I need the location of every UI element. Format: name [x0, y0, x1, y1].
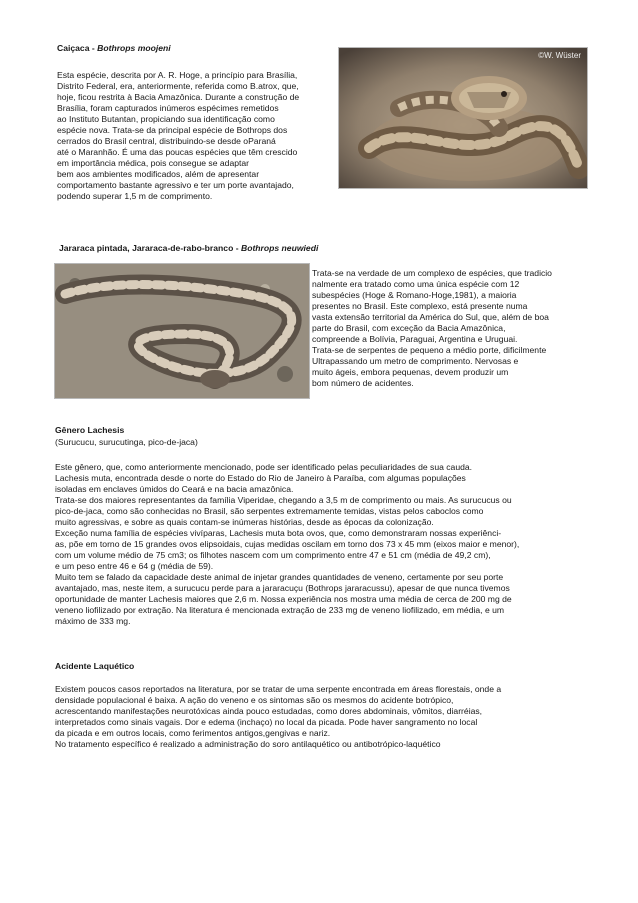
- snake-photo-graphic: [339, 48, 587, 188]
- paragraph-line: nalmente era tratado como uma única espécie com 12: [312, 279, 520, 289]
- paragraph-line: podendo superar 1,5 m de comprimento.: [57, 191, 213, 201]
- paragraph-line: hoje, ficou restrita à Bacia Amazônica. Durante a construção de: [57, 92, 300, 102]
- paragraph-line: Distrito Federal, era, anteriormente, referida como B.atrox, que,: [57, 81, 299, 91]
- snake-photo-graphic: [55, 264, 309, 398]
- paragraph-line: veneno liofilizado por extração. Na literatura é mencionada extração de 233 mg de veneno liofilizado, em média, e um: [55, 605, 505, 615]
- paragraph-line: Brasília, foram capturados inúmeros espécimes remetidos: [57, 103, 279, 113]
- paragraph-line: com um volume médio de 75 cm3; os filhotes nascem com um comprimento entre 47 e 51 cm (média de 49,2 cm),: [55, 550, 491, 560]
- paragraph-line: Trata-se dos maiores representantes da família Viperidae, chegando a 3,5 m de comprimento ou mais. As surucucus ou: [55, 495, 512, 505]
- lachesis-section: [55, 425, 198, 448]
- paragraph-line: espécie nova. Trata-se da principal espécie de Bothrops dos: [57, 125, 288, 135]
- title-common-name: Caiçaca -: [57, 43, 98, 53]
- snake-photo-neuwiedi: [54, 263, 310, 399]
- lachesis-paragraph: [55, 462, 519, 627]
- paragraph-line: as, põe em torno de 15 grandes ovos elipsoidais, cujas medidas oscilam em torno dos 73 x 45 mm (eixos maior e menor),: [55, 539, 520, 549]
- paragraph-line: Ultrapassando um metro de comprimento. Nervosas e: [312, 356, 519, 366]
- paragraph-line: comportamento bastante agressivo e ter um porte avantajado,: [57, 180, 294, 190]
- paragraph-line: ao Instituto Butantan, propiciando sua identificação como: [57, 114, 275, 124]
- paragraph-line: Trata-se na verdade de um complexo de espécies, que tradicio: [312, 268, 552, 278]
- paragraph-line: muito agressivas, e sobre as quais contam-se inúmeras histórias, desde as épocas da colonização.: [55, 517, 434, 527]
- paragraph-line: Trata-se de serpentes de pequeno a médio porte, dificilmente: [312, 345, 547, 355]
- paragraph-line: isoladas em enclaves úmidos do Ceará e na bacia amazônica.: [55, 484, 294, 494]
- paragraph-line: Muito tem se falado da capacidade deste animal de injetar grandes quantidades de veneno, certamente por seu porte: [55, 572, 504, 582]
- snake-photo-moojeni: [338, 47, 588, 189]
- section-title-lachesis: Gênero Lachesis: [55, 425, 125, 435]
- paragraph-line: vasta extensão territorial da América do Sul, que, além de boa: [312, 312, 549, 322]
- paragraph-line: Exceção numa família de espécies vivíparas, Lachesis muta bota ovos, que, como demonstraram nossas experiênci-: [55, 528, 502, 538]
- paragraph-line: da picada e em outros locais, como ferimentos antigos,gengivas e nariz.: [55, 728, 331, 738]
- paragraph-line: interpretados como sinais vagais. Dor e edema (inchaço) no local da picada. Pode haver sangramento no local: [55, 717, 478, 727]
- paragraph-line: oportunidade de manter Lachesis maiores que 2,6 m. Nossa experiência nos mostra uma média de cerca de 200 mg de: [55, 594, 512, 604]
- title-common-name: Jararaca pintada, Jararaca-de-rabo-branco -: [59, 243, 241, 253]
- caicaca-paragraph: [57, 70, 299, 202]
- paragraph-line: máximo de 333 mg.: [55, 616, 131, 626]
- acidente-laquetico-paragraph: [55, 684, 501, 750]
- paragraph-line: Este gênero, que, como anteriormente mencionado, pode ser identificado pelas peculiaridades de sua cauda.: [55, 462, 473, 472]
- paragraph-line: subespécies (Hoge & Romano-Hoge,1981), a maioria: [312, 290, 517, 300]
- paragraph-line: acrescentando manifestações neurotóxicas ainda pouco estudadas, como dores abdominais, vômitos, diarréias,: [55, 706, 483, 716]
- paragraph-line: densidade populacional é baixa. A ação do veneno e os sintomas são os mesmos do acidente botrópico,: [55, 695, 454, 705]
- title-species-name: Bothrops neuwiedi: [240, 243, 319, 253]
- neuwiedi-paragraph: [312, 268, 552, 389]
- photo-credit: ©W. Wüster: [538, 51, 581, 60]
- paragraph-line: No tratamento específico é realizado a administração do soro antilaquético ou antibotrópico-laquético: [55, 739, 441, 749]
- section-title-acidente-laquetico: Acidente Laquético: [55, 661, 135, 671]
- paragraph-line: pico-de-jaca, como são conhecidas no Brasil, são serpentes extremamente temidas, vistas pelos caboclos como: [55, 506, 484, 516]
- paragraph-line: bem aos ambientes modificados, além de apresentar: [57, 169, 260, 179]
- title-species-name: Bothrops moojeni: [97, 43, 171, 53]
- paragraph-line: bom número de acidentes.: [312, 378, 414, 388]
- paragraph-line: até o Maranhão. É uma das poucas espécies que têm crescido: [57, 147, 298, 157]
- paragraph-line: Existem poucos casos reportados na literatura, por se tratar de uma serpente encontrada em áreas florestais, onde a: [55, 684, 502, 694]
- paragraph-line: muito ágeis, embora pequenas, devem produzir um: [312, 367, 509, 377]
- paragraph-line: parte do Brasil, com exceção da Bacia Amazônica,: [312, 323, 506, 333]
- paragraph-line: e um peso entre 46 e 64 g (média de 59).: [55, 561, 214, 571]
- paragraph-line: em importância médica, pois consegue se adaptar: [57, 158, 250, 168]
- section-subtitle-lachesis: (Surucucu, surucutinga, pico-de-jaca): [55, 437, 198, 447]
- paragraph-line: compreende a Bolívia, Paraguai, Argentina e Uruguai.: [312, 334, 518, 344]
- section-title-jararaca-pintada: [59, 243, 318, 253]
- section-title-caicaca: [57, 43, 171, 53]
- paragraph-line: cerrados do Brasil central, distribuindo-se desde oParaná: [57, 136, 276, 146]
- paragraph-line: avantajado, mas, neste item, a surucucu perde para a jararacuçu (Bothrops jararacussu), apesar de que nunca tivemos: [55, 583, 510, 593]
- paragraph-line: Lachesis muta, encontrada desde o norte do Estado do Rio de Janeiro à Paraíba, com algumas populações: [55, 473, 466, 483]
- paragraph-line: presentes no Brasil. Este complexo, está presente numa: [312, 301, 528, 311]
- paragraph-line: Esta espécie, descrita por A. R. Hoge, a princípio para Brasília,: [57, 70, 298, 80]
